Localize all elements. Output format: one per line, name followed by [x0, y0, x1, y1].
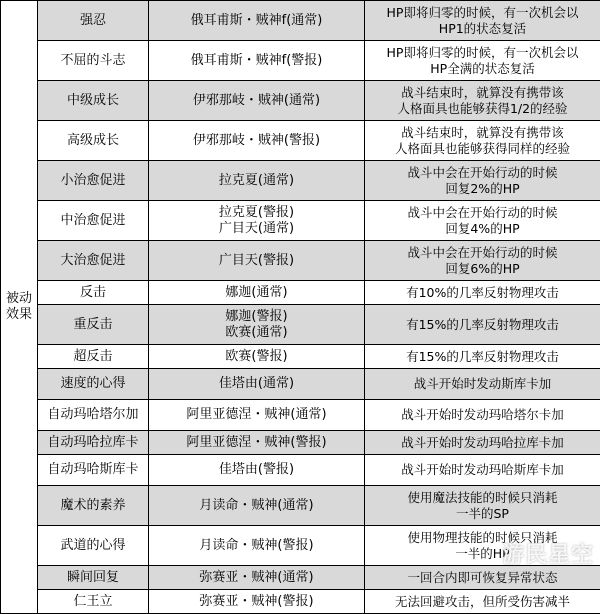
effect-cell-line: 有15%的几率反射物理攻击 [365, 349, 600, 365]
skill-name-cell: 中治愈促进 [38, 201, 149, 241]
effect-cell-line: 使用物理技能的时候只消耗 [365, 530, 600, 546]
persona-cell-line: 伊邪那岐・贼神(警报) [149, 133, 364, 149]
persona-cell [149, 526, 365, 566]
effect-cell-line: HP即将归零的时候，有一次机会以 [365, 45, 600, 61]
effect-cell [365, 281, 600, 305]
table-row [1, 526, 600, 566]
effect-cell [365, 566, 600, 590]
table-row [1, 81, 600, 121]
persona-cell-line: 佳塔由(警报) [149, 462, 364, 478]
table-row [1, 345, 600, 369]
persona-cell [149, 241, 365, 281]
persona-cell-line: 娜迦(通常) [149, 285, 364, 301]
persona-cell [149, 305, 365, 345]
effect-cell [365, 486, 600, 526]
table-row [1, 281, 600, 305]
effect-cell-line: 战斗结束时，就算没有携带该 [365, 125, 600, 141]
skill-name-cell: 小治愈促进 [38, 161, 149, 201]
persona-cell [149, 161, 365, 201]
persona-cell [149, 590, 365, 614]
effect-cell-line: 战斗开始时发动斯库卡加 [365, 376, 600, 392]
effect-cell-line: 回复6%的HP [365, 261, 600, 277]
effect-cell-line: 回复2%的HP [365, 181, 600, 197]
persona-cell-line: 欧赛(警报) [149, 349, 364, 365]
effect-cell [365, 455, 600, 486]
effect-cell-line: 战斗开始时发动玛哈塔尔卡加 [365, 407, 600, 423]
table-row [1, 161, 600, 201]
effect-cell [365, 1, 600, 41]
skill-name-cell: 自动玛哈塔尔加 [38, 400, 149, 431]
effect-cell-line: 战斗中会在开始行动的时候 [365, 245, 600, 261]
skill-name-cell: 高级成长 [38, 121, 149, 161]
effect-cell-line: 一回合内即可恢复异常状态 [365, 570, 600, 586]
effect-cell-line: 无法回避攻击，但所受伤害减半 [365, 594, 600, 610]
skill-name-cell: 瞬间回复 [38, 566, 149, 590]
persona-cell-line: 娜迦(警报) [149, 309, 364, 325]
effect-cell [365, 369, 600, 400]
effect-cell-line: 有10%的几率反射物理攻击 [365, 285, 600, 301]
skill-name-cell: 不屈的斗志 [38, 41, 149, 81]
effect-cell-line: 战斗开始时发动玛哈拉库卡加 [365, 435, 600, 451]
category-cell [1, 1, 38, 614]
persona-cell-line: 弥赛亚・贼神(警报) [149, 594, 364, 610]
table-body [1, 1, 600, 614]
effect-cell-line: 一半的HP [365, 546, 600, 562]
persona-cell-line: 伊邪那岐・贼神(通常) [149, 93, 364, 109]
skill-name-cell: 武道的心得 [38, 526, 149, 566]
persona-cell-line: 俄耳甫斯・贼神f(通常) [149, 13, 364, 29]
category-label: 被动 [1, 291, 37, 307]
persona-cell [149, 566, 365, 590]
effect-cell [365, 305, 600, 345]
skill-name-cell: 仁王立 [38, 590, 149, 614]
persona-cell-line: 广目天(警报) [149, 253, 364, 269]
skill-name-cell: 重反击 [38, 305, 149, 345]
table-row [1, 486, 600, 526]
persona-cell-line: 弥赛亚・贼神(通常) [149, 570, 364, 586]
table-row [1, 121, 600, 161]
persona-cell [149, 400, 365, 431]
table-row [1, 241, 600, 281]
persona-cell-line: 拉克夏(警报) [149, 205, 364, 221]
persona-cell [149, 455, 365, 486]
persona-cell-line: 欧赛(通常) [149, 325, 364, 341]
effect-cell [365, 41, 600, 81]
effect-cell [365, 241, 600, 281]
persona-cell [149, 345, 365, 369]
category-label: 效果 [1, 307, 37, 323]
table-row [1, 369, 600, 400]
persona-cell-line: 佳塔由(通常) [149, 376, 364, 392]
effect-cell-line: 人格面具也能够获得1/2的经验 [365, 101, 600, 117]
skill-name-cell: 大治愈促进 [38, 241, 149, 281]
table-row [1, 566, 600, 590]
table-row [1, 41, 600, 81]
table-row [1, 201, 600, 241]
persona-cell [149, 1, 365, 41]
persona-cell [149, 431, 365, 455]
effect-cell-line: 一半的SP [365, 506, 600, 522]
persona-cell [149, 121, 365, 161]
persona-cell-line: 广目天(通常) [149, 221, 364, 237]
persona-cell [149, 41, 365, 81]
table-row [1, 400, 600, 431]
effect-cell-line: 回复4%的HP [365, 221, 600, 237]
persona-cell-line: 月读命・贼神(通常) [149, 498, 364, 514]
skill-name-cell: 自动玛哈拉库卡 [38, 431, 149, 455]
table-row [1, 1, 600, 41]
skill-name-cell: 中级成长 [38, 81, 149, 121]
skill-name-cell: 自动玛哈斯库卡 [38, 455, 149, 486]
table-row [1, 431, 600, 455]
effect-cell [365, 201, 600, 241]
effect-cell [365, 345, 600, 369]
persona-cell-line: 阿里亚德涅・贼神(警报) [149, 435, 364, 451]
skill-name-cell: 魔术的素养 [38, 486, 149, 526]
persona-cell [149, 81, 365, 121]
skill-name-cell: 速度的心得 [38, 369, 149, 400]
table-row [1, 590, 600, 614]
table-row [1, 455, 600, 486]
effect-cell [365, 526, 600, 566]
persona-cell-line: 月读命・贼神(警报) [149, 538, 364, 554]
skill-name-cell: 超反击 [38, 345, 149, 369]
effect-cell-line: 人格面具也能够获得同样的经验 [365, 141, 600, 157]
watermark: 游民星空 [502, 538, 594, 569]
effect-cell [365, 400, 600, 431]
effect-cell-line: 战斗开始时发动玛哈斯库卡加 [365, 462, 600, 478]
persona-cell [149, 369, 365, 400]
effect-cell [365, 161, 600, 201]
effect-cell-line: HP1的状态复活 [365, 21, 600, 37]
persona-cell-line: 俄耳甫斯・贼神f(警报) [149, 53, 364, 69]
effect-cell-line: 战斗中会在开始行动的时候 [365, 165, 600, 181]
persona-cell-line: 阿里亚德涅・贼神(通常) [149, 407, 364, 423]
effect-cell-line: 使用魔法技能的时候只消耗 [365, 490, 600, 506]
persona-cell [149, 201, 365, 241]
effect-cell-line: HP即将归零的时候，有一次机会以 [365, 5, 600, 21]
effect-cell-line: 战斗结束时，就算没有携带该 [365, 85, 600, 101]
skill-name-cell: 强忍 [38, 1, 149, 41]
effect-cell-line: 战斗中会在开始行动的时候 [365, 205, 600, 221]
persona-cell [149, 486, 365, 526]
effect-cell [365, 121, 600, 161]
table-row [1, 305, 600, 345]
effect-cell-line: HP全满的状态复活 [365, 61, 600, 77]
effect-cell [365, 81, 600, 121]
skill-name-cell: 反击 [38, 281, 149, 305]
effect-cell [365, 431, 600, 455]
persona-cell-line: 拉克夏(通常) [149, 173, 364, 189]
effect-cell-line: 有15%的几率反射物理攻击 [365, 317, 600, 333]
persona-cell [149, 281, 365, 305]
effect-cell [365, 590, 600, 614]
